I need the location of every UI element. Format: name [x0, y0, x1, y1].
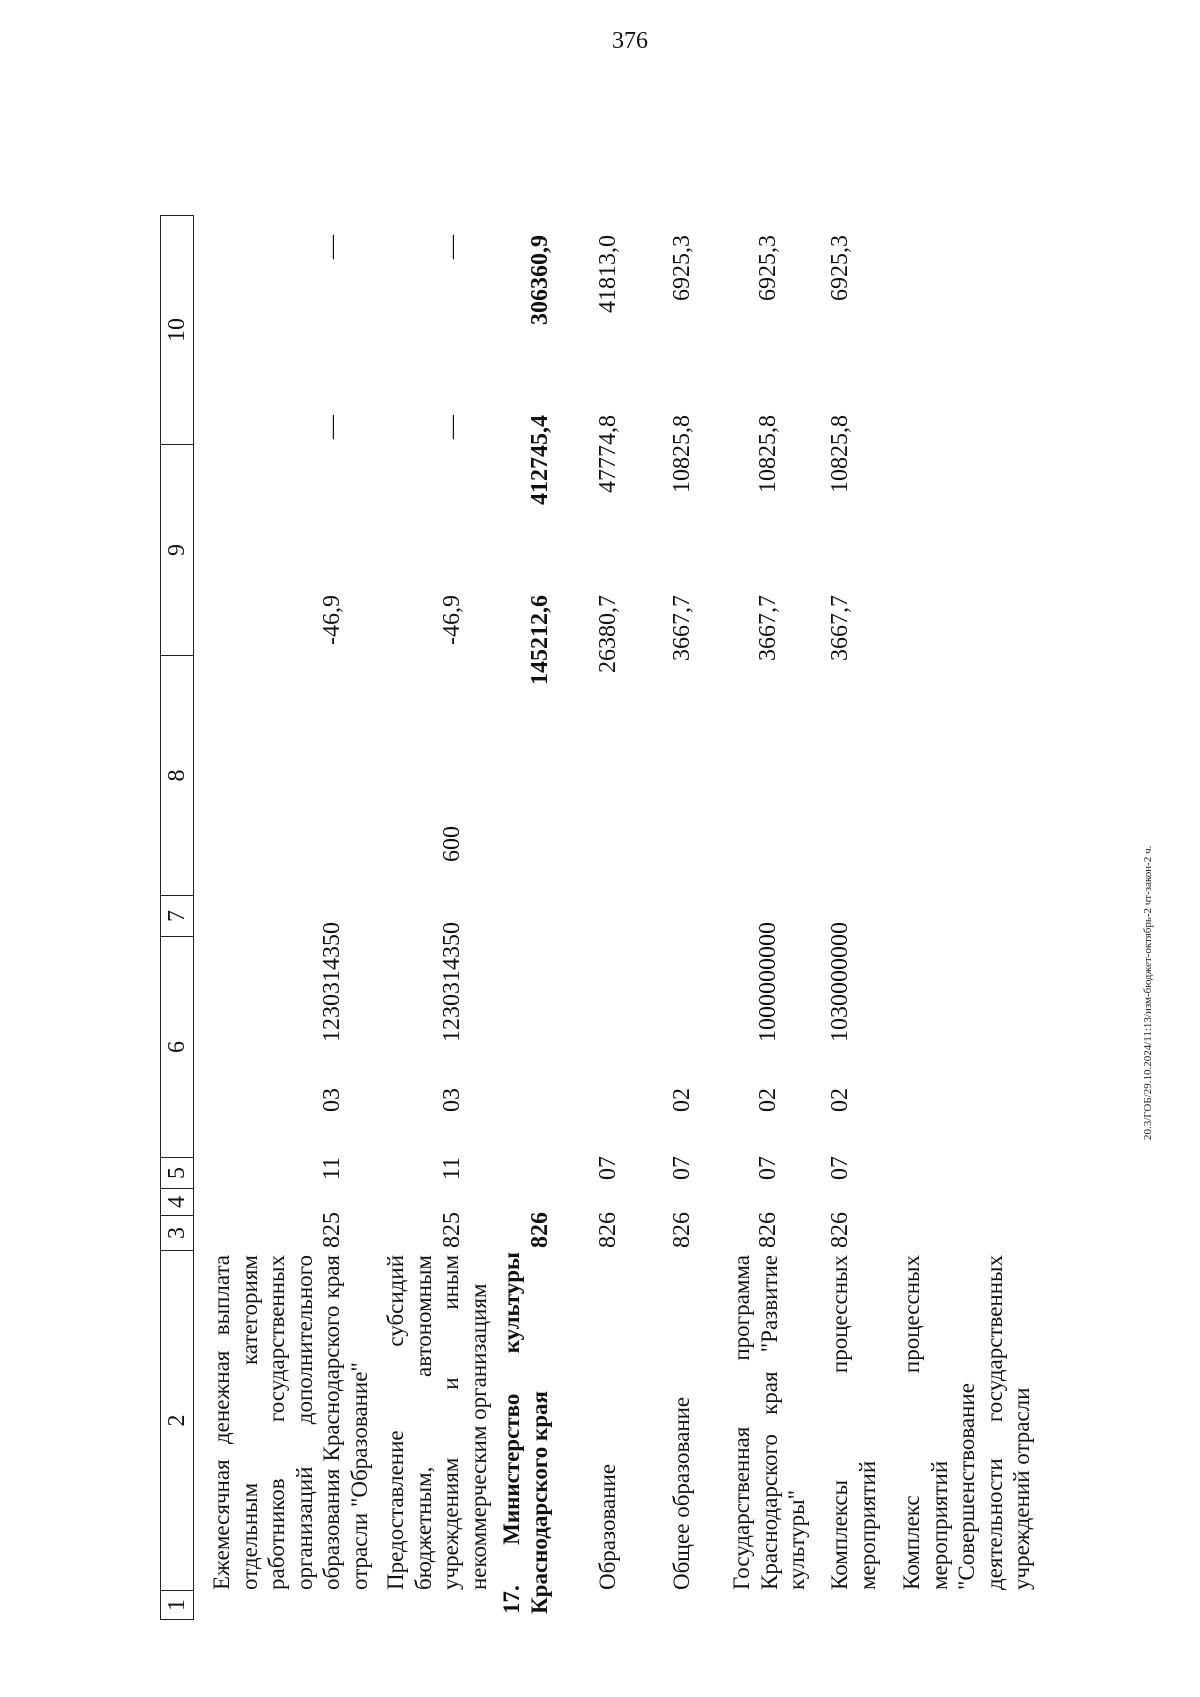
cell-col9: — — [319, 415, 345, 439]
header-col-6: 6 — [160, 936, 194, 1158]
cell-col3: 826 — [755, 1212, 781, 1248]
cell-col9: 10825,8 — [669, 415, 695, 493]
cell-col5: 03 — [439, 1088, 465, 1112]
cell-col5: 02 — [755, 1088, 781, 1112]
header-col-7: 7 — [160, 895, 194, 937]
row-label-ministry: 17. Министерство культуры Краснодарского края — [499, 1252, 552, 1614]
budget-table — [160, 75, 1034, 1620]
row-label: Ежемесячная денежная выплата отдельным категориям работников государственных организаций дополнительного образования Краснодарского края отрасли "Образование" — [209, 1255, 372, 1590]
cell-col4: 07 — [755, 1156, 781, 1180]
cell-col9: 10825,8 — [755, 415, 781, 493]
row-label: Комплекс процессных мероприятий "Совершенствование деятельности государственных учреждений отрасли — [899, 1255, 1034, 1590]
header-col-4: 4 — [160, 1188, 194, 1216]
cell-col4: 11 — [439, 1156, 465, 1180]
cell-col3: 825 — [319, 1212, 345, 1248]
page-number: 376 — [612, 28, 648, 54]
cell-col5: 03 — [319, 1088, 345, 1112]
header-col-8: 8 — [160, 655, 194, 896]
cell-col6: 1230314350 — [439, 922, 465, 1042]
cell-col8: -46,9 — [439, 595, 465, 645]
footer-document-code: 20.3/ГОБ/29.10.2024/11:13/изм-бюджет-октябрь-2 чт-закон-2 ч. — [1142, 845, 1154, 1140]
cell-col7: 600 — [439, 826, 465, 862]
cell-col6: 1230314350 — [319, 922, 345, 1042]
cell-col10: 41813,0 — [595, 235, 621, 313]
cell-col10: — — [319, 235, 345, 259]
cell-col9: — — [439, 415, 465, 439]
cell-col4: 07 — [669, 1156, 695, 1180]
row-label: Государственная программа Краснодарского края "Развитие культуры" — [729, 1255, 809, 1590]
cell-col8: 145212,6 — [527, 595, 553, 685]
cell-col3: 826 — [595, 1212, 621, 1248]
cell-col6: 1000000000 — [755, 922, 781, 1042]
row-label: Комплексы процессных мероприятий — [827, 1255, 880, 1590]
cell-col8: 3667,7 — [827, 595, 853, 661]
cell-col10: 306360,9 — [527, 235, 553, 325]
cell-col4: 07 — [827, 1156, 853, 1180]
cell-col3: 826 — [669, 1212, 695, 1248]
cell-col8: 3667,7 — [669, 595, 695, 661]
cell-col6: 1030000000 — [827, 922, 853, 1042]
header-col-2: 2 — [160, 1250, 194, 1591]
cell-col4: 11 — [319, 1156, 345, 1180]
header-col-10: 10 — [160, 215, 194, 445]
cell-col10: 6925,3 — [669, 235, 695, 301]
header-col-1: 1 — [160, 1590, 194, 1620]
cell-col5: 02 — [827, 1088, 853, 1112]
row-label: Общее образование — [669, 1396, 694, 1590]
cell-col4: 07 — [595, 1156, 621, 1180]
cell-col3: 826 — [827, 1212, 853, 1248]
cell-col9: 47774,8 — [595, 415, 621, 493]
cell-col8: -46,9 — [319, 595, 345, 645]
cell-col5: 02 — [669, 1088, 695, 1112]
header-col-5: 5 — [160, 1157, 194, 1189]
cell-col8: 26380,7 — [595, 595, 621, 673]
cell-col10: 6925,3 — [827, 235, 853, 301]
cell-col3: 825 — [439, 1212, 465, 1248]
cell-col3: 826 — [527, 1212, 553, 1248]
cell-col10: 6925,3 — [755, 235, 781, 301]
row-label: Образование — [595, 1463, 620, 1590]
cell-col10: — — [439, 235, 465, 259]
row-label: Предоставление субсидий бюджетным, автономным учреждениям и иным некоммерческим организациям — [383, 1255, 491, 1590]
header-col-3: 3 — [160, 1215, 194, 1251]
header-col-9: 9 — [160, 444, 194, 656]
cell-col8: 3667,7 — [755, 595, 781, 661]
cell-col9: 412745,4 — [527, 415, 553, 505]
cell-col9: 10825,8 — [827, 415, 853, 493]
